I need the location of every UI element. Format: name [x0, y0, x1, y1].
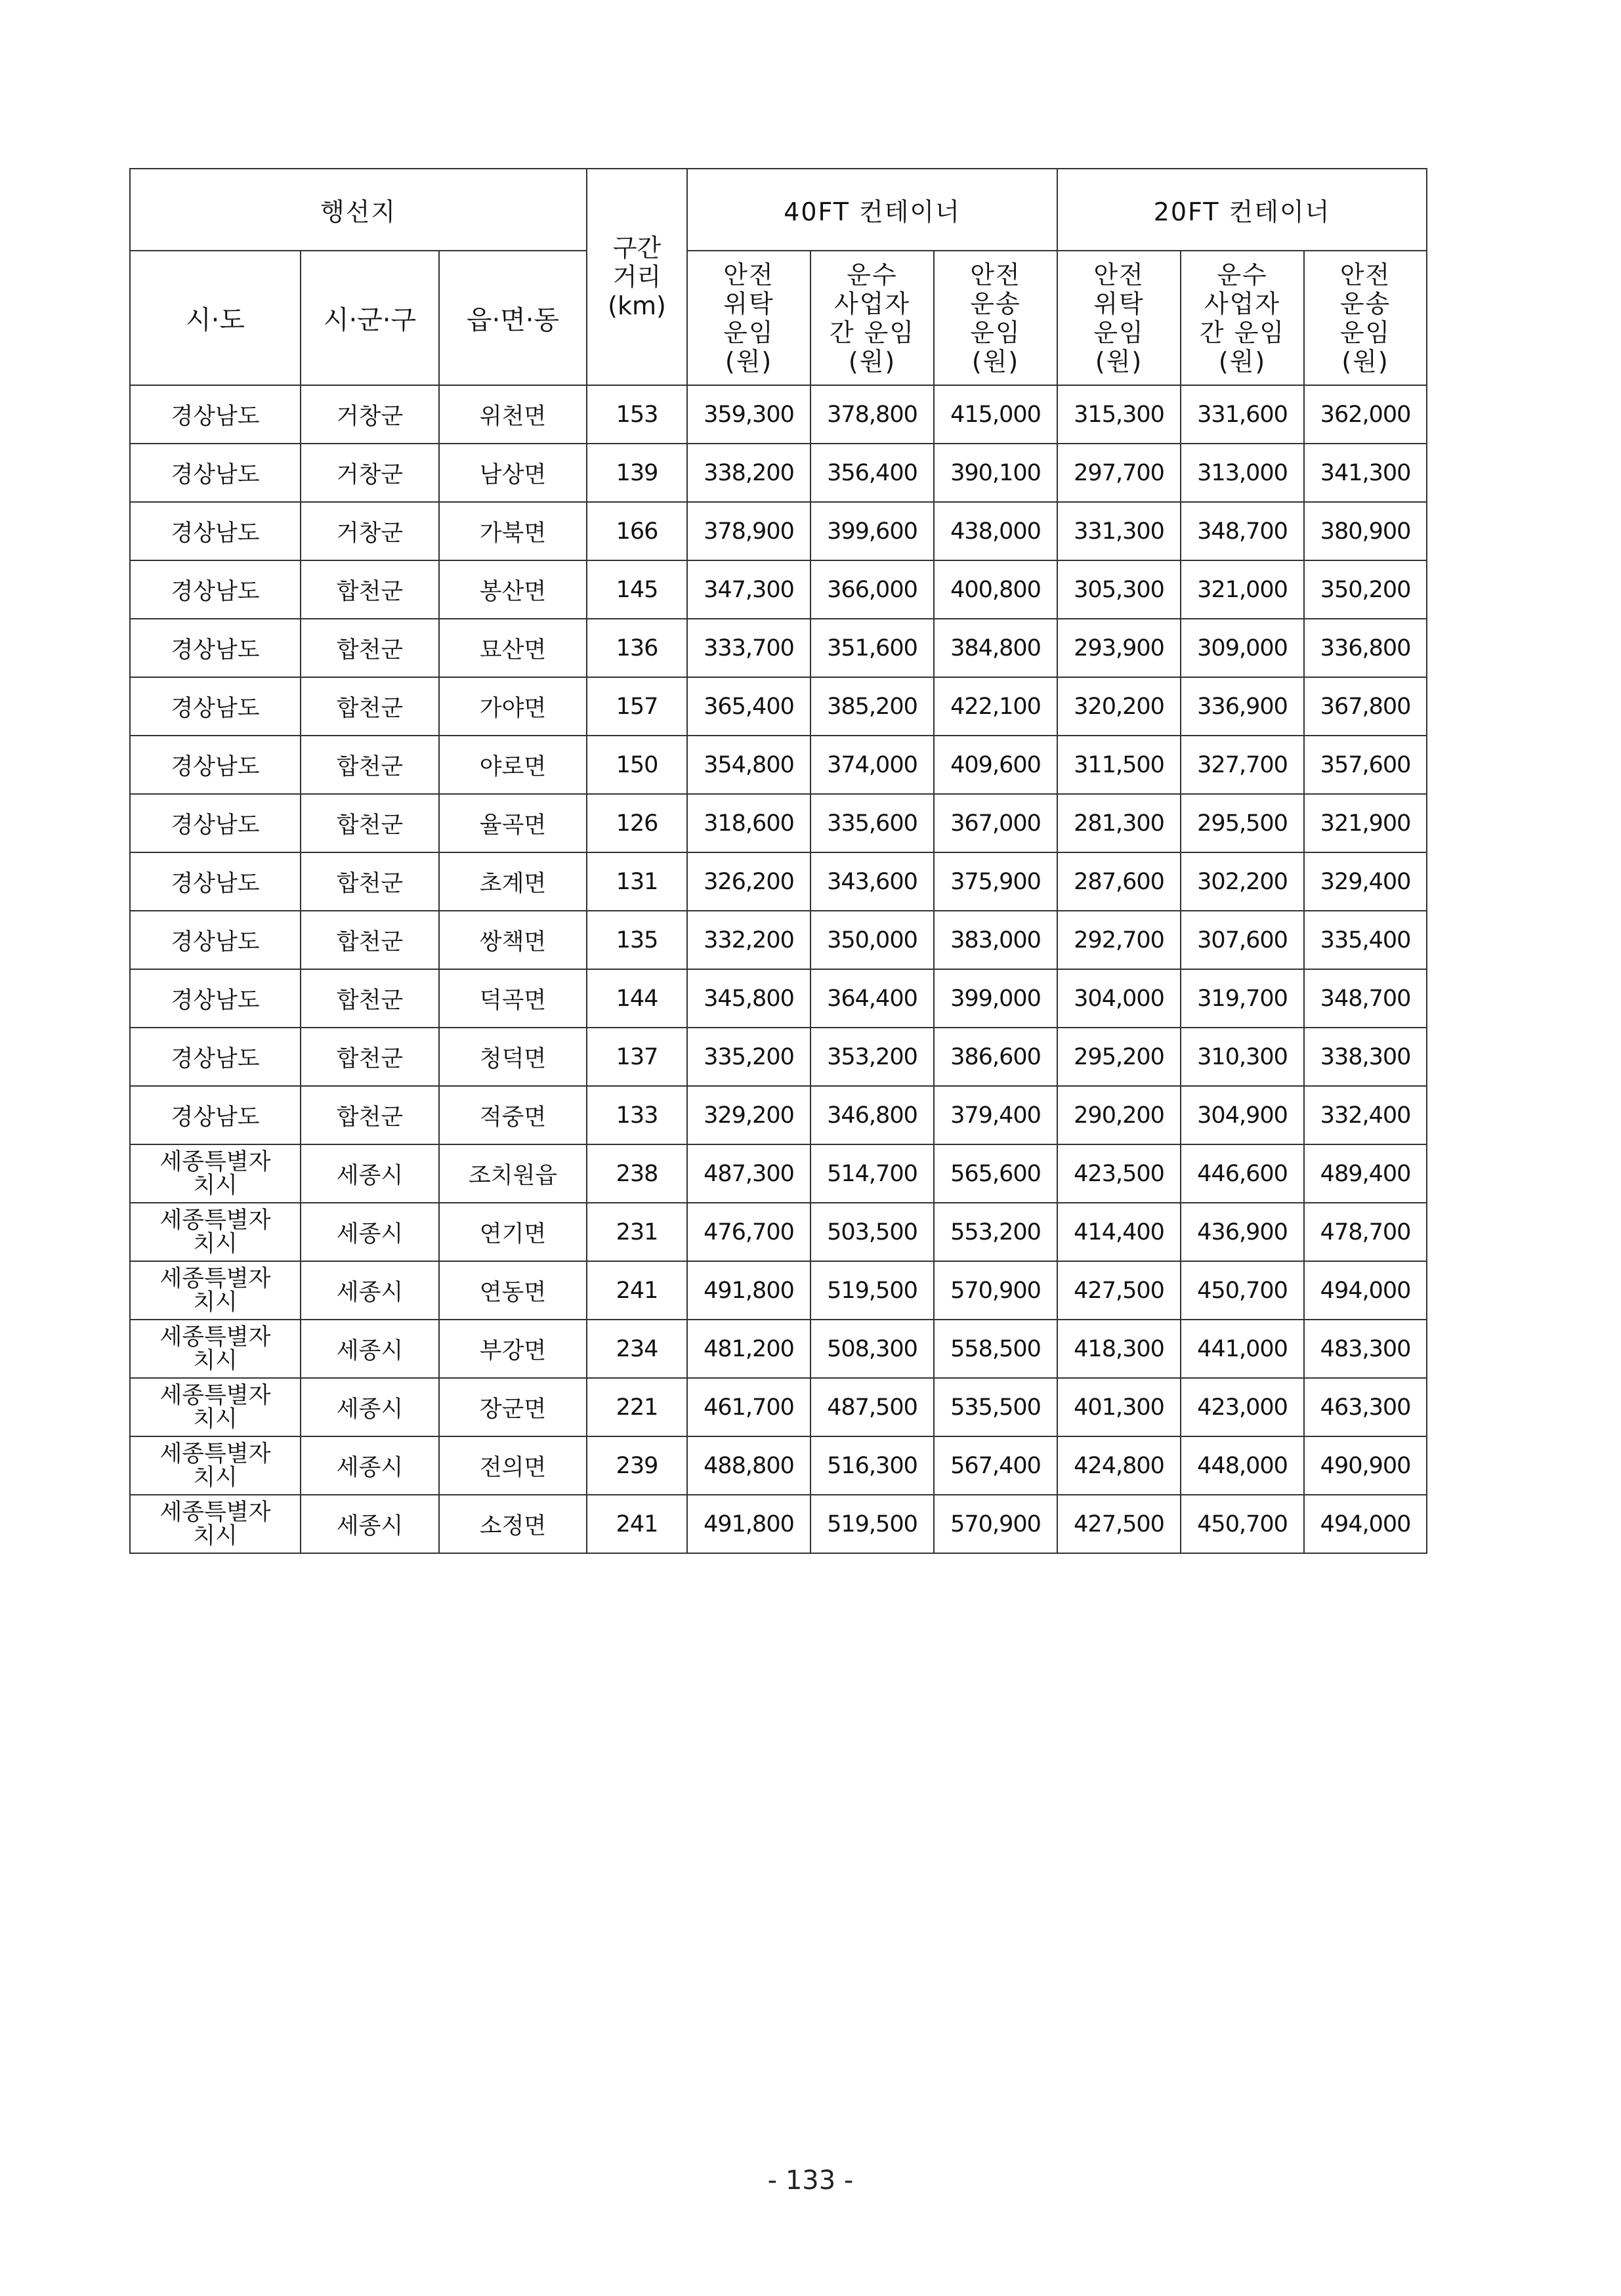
rate-40ft-cell: 333,700	[687, 619, 810, 677]
container-40ft-header: 40FT 컨테이너	[687, 169, 1057, 251]
sigungu-cell: 합천군	[301, 619, 439, 677]
distance-cell: 221	[587, 1378, 687, 1436]
sido-text: 치시	[193, 1347, 238, 1374]
sigungu-cell: 합천군	[301, 794, 439, 852]
sido-cell	[130, 1378, 301, 1436]
rate-40ft-cell: 516,300	[810, 1436, 934, 1495]
rate-20ft-cell: 281,300	[1057, 794, 1181, 852]
header-line: (원)	[1095, 346, 1143, 376]
rate-40ft-cell: 415,000	[934, 385, 1057, 444]
sido-text: 경상남도	[171, 1045, 260, 1072]
rate-40ft-cell: 385,200	[810, 677, 934, 736]
table-row	[130, 444, 1427, 502]
sido-text: 치시	[193, 1172, 238, 1199]
rate-20ft-cell: 293,900	[1057, 619, 1181, 677]
rate-20ft-cell: 307,600	[1181, 911, 1304, 969]
eupmyeondong-cell: 봉산면	[439, 560, 587, 619]
header-line: 사업자	[833, 289, 911, 318]
rate-20ft-cell: 357,600	[1304, 736, 1427, 794]
rate-40ft-cell: 365,400	[687, 677, 810, 736]
table-row	[130, 1261, 1427, 1320]
rate-40ft-cell: 367,000	[934, 794, 1057, 852]
distance-cell: 135	[587, 911, 687, 969]
40ft-transport-rate-header	[934, 251, 1057, 385]
rate-20ft-cell: 321,900	[1304, 794, 1427, 852]
table-row	[130, 1320, 1427, 1378]
header-line: 운송	[970, 289, 1021, 318]
rate-20ft-cell: 310,300	[1181, 1028, 1304, 1086]
rate-20ft-cell: 424,800	[1057, 1436, 1181, 1495]
table-row	[130, 1144, 1427, 1203]
rate-20ft-cell: 329,400	[1304, 852, 1427, 911]
rate-40ft-cell: 345,800	[687, 969, 810, 1028]
rate-40ft-cell: 338,200	[687, 444, 810, 502]
rate-20ft-cell: 441,000	[1181, 1320, 1304, 1378]
sido-header: 시·도	[130, 251, 301, 385]
rate-20ft-cell: 348,700	[1304, 969, 1427, 1028]
eupmyeondong-cell: 소정면	[439, 1495, 587, 1553]
rate-40ft-cell: 514,700	[810, 1144, 934, 1203]
table-row	[130, 560, 1427, 619]
header-line: 안전	[970, 260, 1021, 289]
table-row	[130, 619, 1427, 677]
sigungu-cell: 합천군	[301, 911, 439, 969]
distance-cell: 241	[587, 1261, 687, 1320]
rate-40ft-cell: 422,100	[934, 677, 1057, 736]
sido-cell	[130, 1203, 301, 1261]
rate-20ft-cell: 287,600	[1057, 852, 1181, 911]
eupmyeondong-cell: 야로면	[439, 736, 587, 794]
rate-40ft-cell: 379,400	[934, 1086, 1057, 1144]
rate-20ft-cell: 336,900	[1181, 677, 1304, 736]
rate-40ft-cell: 519,500	[810, 1495, 934, 1553]
rate-20ft-cell: 362,000	[1304, 385, 1427, 444]
sido-text: 세종특별자	[159, 1324, 271, 1350]
header-line: 간 운임	[1199, 318, 1286, 347]
rate-20ft-cell: 305,300	[1057, 560, 1181, 619]
sigungu-cell: 세종시	[301, 1203, 439, 1261]
rate-40ft-cell: 399,000	[934, 969, 1057, 1028]
sido-cell	[130, 794, 301, 852]
sido-text: 경상남도	[171, 578, 260, 605]
rate-20ft-cell: 338,300	[1304, 1028, 1427, 1086]
rate-20ft-cell: 436,900	[1181, 1203, 1304, 1261]
header-line: 운수	[847, 260, 898, 289]
sigungu-cell: 세종시	[301, 1320, 439, 1378]
rate-20ft-cell: 304,900	[1181, 1086, 1304, 1144]
eupmyeondong-cell: 적중면	[439, 1086, 587, 1144]
rate-40ft-cell: 409,600	[934, 736, 1057, 794]
rate-20ft-cell: 448,000	[1181, 1436, 1304, 1495]
rate-20ft-cell: 446,600	[1181, 1144, 1304, 1203]
sido-text: 경상남도	[171, 929, 260, 955]
sido-cell	[130, 1144, 301, 1203]
40ft-carrier-rate-header	[810, 251, 934, 385]
rate-20ft-cell: 295,200	[1057, 1028, 1181, 1086]
rate-20ft-cell: 414,400	[1057, 1203, 1181, 1261]
rate-40ft-cell: 383,000	[934, 911, 1057, 969]
eupmyeondong-cell: 율곡면	[439, 794, 587, 852]
rate-20ft-cell: 450,700	[1181, 1261, 1304, 1320]
eupmyeondong-cell: 조치원읍	[439, 1144, 587, 1203]
rate-20ft-cell: 463,300	[1304, 1378, 1427, 1436]
rate-40ft-cell: 438,000	[934, 502, 1057, 560]
sigungu-cell: 세종시	[301, 1261, 439, 1320]
distance-cell: 231	[587, 1203, 687, 1261]
rate-20ft-cell: 427,500	[1057, 1495, 1181, 1553]
distance-cell: 150	[587, 736, 687, 794]
page-number: - 133 -	[767, 2165, 854, 2196]
sigungu-cell: 세종시	[301, 1436, 439, 1495]
sido-cell	[130, 385, 301, 444]
header-line: 운임	[723, 318, 774, 347]
rate-40ft-cell: 570,900	[934, 1261, 1057, 1320]
rate-40ft-cell: 487,500	[810, 1378, 934, 1436]
rate-40ft-cell: 384,800	[934, 619, 1057, 677]
header-line: 안전	[723, 260, 774, 289]
rate-20ft-cell: 423,000	[1181, 1378, 1304, 1436]
rate-20ft-cell: 292,700	[1057, 911, 1181, 969]
eupmyeondong-cell: 묘산면	[439, 619, 587, 677]
rate-40ft-cell: 351,600	[810, 619, 934, 677]
sido-text: 경상남도	[171, 520, 260, 547]
rate-20ft-cell: 490,900	[1304, 1436, 1427, 1495]
sido-text: 치시	[193, 1464, 238, 1491]
distance-cell: 126	[587, 794, 687, 852]
header-line: (원)	[1218, 346, 1267, 376]
eupmyeondong-cell: 연기면	[439, 1203, 587, 1261]
rate-40ft-cell: 461,700	[687, 1378, 810, 1436]
sigungu-cell: 합천군	[301, 736, 439, 794]
rate-40ft-cell: 374,000	[810, 736, 934, 794]
rate-20ft-cell: 319,700	[1181, 969, 1304, 1028]
sido-text: 경상남도	[171, 812, 260, 839]
rate-20ft-cell: 321,000	[1181, 560, 1304, 619]
table-row	[130, 1378, 1427, 1436]
distance-cell: 136	[587, 619, 687, 677]
rate-40ft-cell: 399,600	[810, 502, 934, 560]
rate-20ft-cell: 367,800	[1304, 677, 1427, 736]
header-line: 운수	[1217, 260, 1268, 289]
rate-40ft-cell: 570,900	[934, 1495, 1057, 1553]
distance-cell: 133	[587, 1086, 687, 1144]
sido-text: 세종특별자	[159, 1382, 271, 1409]
rate-20ft-cell: 327,700	[1181, 736, 1304, 794]
eupmyeondong-cell: 위천면	[439, 385, 587, 444]
eupmyeondong-cell: 부강면	[439, 1320, 587, 1378]
rate-20ft-cell: 423,500	[1057, 1144, 1181, 1203]
distance-cell: 131	[587, 852, 687, 911]
rate-40ft-cell: 332,200	[687, 911, 810, 969]
rate-20ft-cell: 380,900	[1304, 502, 1427, 560]
freight-rate-table	[129, 168, 1427, 1554]
rate-20ft-cell: 401,300	[1057, 1378, 1181, 1436]
header-line: 안전	[1339, 260, 1391, 289]
rate-20ft-cell: 350,200	[1304, 560, 1427, 619]
sido-text: 경상남도	[171, 695, 260, 722]
20ft-consign-rate-header	[1057, 251, 1181, 385]
rate-40ft-cell: 326,200	[687, 852, 810, 911]
destination-header: 행선지	[130, 169, 587, 251]
sido-text: 치시	[193, 1406, 238, 1432]
rate-40ft-cell: 535,500	[934, 1378, 1057, 1436]
sido-cell	[130, 502, 301, 560]
distance-cell: 239	[587, 1436, 687, 1495]
sido-text: 치시	[193, 1230, 238, 1257]
rate-20ft-cell: 311,500	[1057, 736, 1181, 794]
sido-text: 세종특별자	[159, 1499, 271, 1526]
header-line: 안전	[1093, 260, 1145, 289]
rate-20ft-cell: 450,700	[1181, 1495, 1304, 1553]
rate-40ft-cell: 354,800	[687, 736, 810, 794]
distance-cell: 144	[587, 969, 687, 1028]
sigungu-cell: 합천군	[301, 969, 439, 1028]
sido-cell	[130, 969, 301, 1028]
distance-cell: 238	[587, 1144, 687, 1203]
rate-40ft-cell: 488,800	[687, 1436, 810, 1495]
header-line: 간 운임	[829, 318, 916, 347]
rate-20ft-cell: 336,800	[1304, 619, 1427, 677]
rate-40ft-cell: 503,500	[810, 1203, 934, 1261]
table-row	[130, 736, 1427, 794]
distance-cell: 153	[587, 385, 687, 444]
rate-40ft-cell: 553,200	[934, 1203, 1057, 1261]
rate-20ft-cell: 315,300	[1057, 385, 1181, 444]
header-line: 위탁	[1093, 289, 1145, 318]
eupmyeondong-cell: 쌍책면	[439, 911, 587, 969]
distance-cell: 139	[587, 444, 687, 502]
sigungu-cell: 거창군	[301, 385, 439, 444]
sido-text: 경상남도	[171, 753, 260, 780]
sigungu-cell: 합천군	[301, 852, 439, 911]
container-20ft-header: 20FT 컨테이너	[1057, 169, 1427, 251]
rate-40ft-cell: 476,700	[687, 1203, 810, 1261]
rate-20ft-cell: 297,700	[1057, 444, 1181, 502]
header-line: 위탁	[723, 289, 774, 318]
header-line: (원)	[1341, 346, 1389, 376]
rate-40ft-cell: 366,000	[810, 560, 934, 619]
rate-20ft-cell: 331,300	[1057, 502, 1181, 560]
table-row	[130, 1086, 1427, 1144]
header-line: (원)	[725, 346, 773, 376]
sigungu-cell: 합천군	[301, 1028, 439, 1086]
sigungu-cell: 세종시	[301, 1378, 439, 1436]
rate-20ft-cell: 304,000	[1057, 969, 1181, 1028]
rate-20ft-cell: 332,400	[1304, 1086, 1427, 1144]
distance-cell: 145	[587, 560, 687, 619]
rate-40ft-cell: 491,800	[687, 1261, 810, 1320]
table-body	[130, 385, 1427, 1553]
rate-20ft-cell: 494,000	[1304, 1495, 1427, 1553]
sido-cell	[130, 1086, 301, 1144]
rate-20ft-cell: 427,500	[1057, 1261, 1181, 1320]
sido-text: 세종특별자	[159, 1207, 271, 1234]
sido-cell	[130, 852, 301, 911]
rate-40ft-cell: 364,400	[810, 969, 934, 1028]
rate-40ft-cell: 558,500	[934, 1320, 1057, 1378]
distance-header	[587, 169, 687, 385]
eupmyeondong-header: 읍·면·동	[439, 251, 587, 385]
table-row	[130, 677, 1427, 736]
sido-cell	[130, 736, 301, 794]
rate-20ft-cell: 494,000	[1304, 1261, 1427, 1320]
table-row	[130, 385, 1427, 444]
header-line: 운송	[1339, 289, 1391, 318]
table-row	[130, 1203, 1427, 1261]
eupmyeondong-cell: 초계면	[439, 852, 587, 911]
sido-cell	[130, 619, 301, 677]
header-line: (원)	[971, 346, 1020, 376]
distance-header-line: 거리	[612, 262, 662, 291]
eupmyeondong-cell: 장군면	[439, 1378, 587, 1436]
sido-text: 경상남도	[171, 870, 260, 897]
sido-text: 치시	[193, 1289, 238, 1316]
rate-20ft-cell: 320,200	[1057, 677, 1181, 736]
rate-40ft-cell: 508,300	[810, 1320, 934, 1378]
sigungu-cell: 합천군	[301, 677, 439, 736]
sido-cell	[130, 911, 301, 969]
rate-40ft-cell: 481,200	[687, 1320, 810, 1378]
eupmyeondong-cell: 덕곡면	[439, 969, 587, 1028]
rate-20ft-cell: 309,000	[1181, 619, 1304, 677]
sido-text: 경상남도	[171, 403, 260, 430]
rate-40ft-cell: 343,600	[810, 852, 934, 911]
sigungu-cell: 거창군	[301, 444, 439, 502]
eupmyeondong-cell: 가북면	[439, 502, 587, 560]
distance-cell: 166	[587, 502, 687, 560]
rate-40ft-cell: 347,300	[687, 560, 810, 619]
rate-40ft-cell: 375,900	[934, 852, 1057, 911]
rate-20ft-cell: 348,700	[1181, 502, 1304, 560]
rate-20ft-cell: 418,300	[1057, 1320, 1181, 1378]
eupmyeondong-cell: 가야면	[439, 677, 587, 736]
eupmyeondong-cell: 연동면	[439, 1261, 587, 1320]
rate-20ft-cell: 302,200	[1181, 852, 1304, 911]
table-row	[130, 502, 1427, 560]
rate-40ft-cell: 378,900	[687, 502, 810, 560]
table-row	[130, 911, 1427, 969]
rate-40ft-cell: 346,800	[810, 1086, 934, 1144]
rate-40ft-cell: 318,600	[687, 794, 810, 852]
rate-40ft-cell: 567,400	[934, 1436, 1057, 1495]
rate-20ft-cell: 295,500	[1181, 794, 1304, 852]
rate-20ft-cell: 290,200	[1057, 1086, 1181, 1144]
rate-40ft-cell: 359,300	[687, 385, 810, 444]
table-row	[130, 969, 1427, 1028]
eupmyeondong-cell: 남상면	[439, 444, 587, 502]
sido-text: 경상남도	[171, 637, 260, 663]
rate-40ft-cell: 390,100	[934, 444, 1057, 502]
sido-cell	[130, 1495, 301, 1553]
rate-20ft-cell: 483,300	[1304, 1320, 1427, 1378]
header-line: 운임	[1093, 318, 1145, 347]
sido-text: 치시	[193, 1522, 238, 1549]
rate-40ft-cell: 356,400	[810, 444, 934, 502]
distance-cell: 137	[587, 1028, 687, 1086]
table-row	[130, 794, 1427, 852]
20ft-carrier-rate-header	[1181, 251, 1304, 385]
header-line: 운임	[1339, 318, 1391, 347]
rate-40ft-cell: 487,300	[687, 1144, 810, 1203]
eupmyeondong-cell: 청덕면	[439, 1028, 587, 1086]
rate-40ft-cell: 519,500	[810, 1261, 934, 1320]
sido-text: 세종특별자	[159, 1440, 271, 1467]
table-header	[130, 169, 1427, 385]
header-line: (원)	[848, 346, 896, 376]
rate-40ft-cell: 378,800	[810, 385, 934, 444]
table-row	[130, 852, 1427, 911]
rate-40ft-cell: 353,200	[810, 1028, 934, 1086]
rate-40ft-cell: 350,000	[810, 911, 934, 969]
sido-cell	[130, 677, 301, 736]
rate-20ft-cell: 313,000	[1181, 444, 1304, 502]
rate-20ft-cell: 335,400	[1304, 911, 1427, 969]
sigungu-cell: 합천군	[301, 560, 439, 619]
40ft-consign-rate-header	[687, 251, 810, 385]
rate-40ft-cell: 335,200	[687, 1028, 810, 1086]
sido-text: 세종특별자	[159, 1148, 271, 1175]
rate-20ft-cell: 489,400	[1304, 1144, 1427, 1203]
sido-text: 세종특별자	[159, 1265, 271, 1292]
sido-cell	[130, 1028, 301, 1086]
distance-cell: 241	[587, 1495, 687, 1553]
sido-cell	[130, 1436, 301, 1495]
table-row	[130, 1436, 1427, 1495]
sido-cell	[130, 444, 301, 502]
sigungu-cell: 세종시	[301, 1495, 439, 1553]
sido-text: 경상남도	[171, 1104, 260, 1131]
sido-cell	[130, 560, 301, 619]
rate-20ft-cell: 331,600	[1181, 385, 1304, 444]
rate-40ft-cell: 329,200	[687, 1086, 810, 1144]
header-line: 사업자	[1204, 289, 1281, 318]
rate-40ft-cell: 335,600	[810, 794, 934, 852]
rate-20ft-cell: 478,700	[1304, 1203, 1427, 1261]
sigungu-cell: 세종시	[301, 1144, 439, 1203]
eupmyeondong-cell: 전의면	[439, 1436, 587, 1495]
sido-cell	[130, 1320, 301, 1378]
sigungu-cell: 합천군	[301, 1086, 439, 1144]
table-row	[130, 1028, 1427, 1086]
sido-text: 경상남도	[171, 987, 260, 1014]
header-line: 운임	[970, 318, 1021, 347]
sigungu-cell: 거창군	[301, 502, 439, 560]
rate-40ft-cell: 400,800	[934, 560, 1057, 619]
sigungu-header: 시·군·구	[301, 251, 439, 385]
distance-cell: 157	[587, 677, 687, 736]
distance-cell: 234	[587, 1320, 687, 1378]
rate-40ft-cell: 491,800	[687, 1495, 810, 1553]
table-row	[130, 1495, 1427, 1553]
distance-header-line: (km)	[608, 291, 666, 320]
rate-20ft-cell: 341,300	[1304, 444, 1427, 502]
distance-header-line: 구간	[612, 234, 662, 262]
sido-text: 경상남도	[171, 461, 260, 488]
sido-cell	[130, 1261, 301, 1320]
rate-40ft-cell: 386,600	[934, 1028, 1057, 1086]
rate-40ft-cell: 565,600	[934, 1144, 1057, 1203]
20ft-transport-rate-header	[1304, 251, 1427, 385]
